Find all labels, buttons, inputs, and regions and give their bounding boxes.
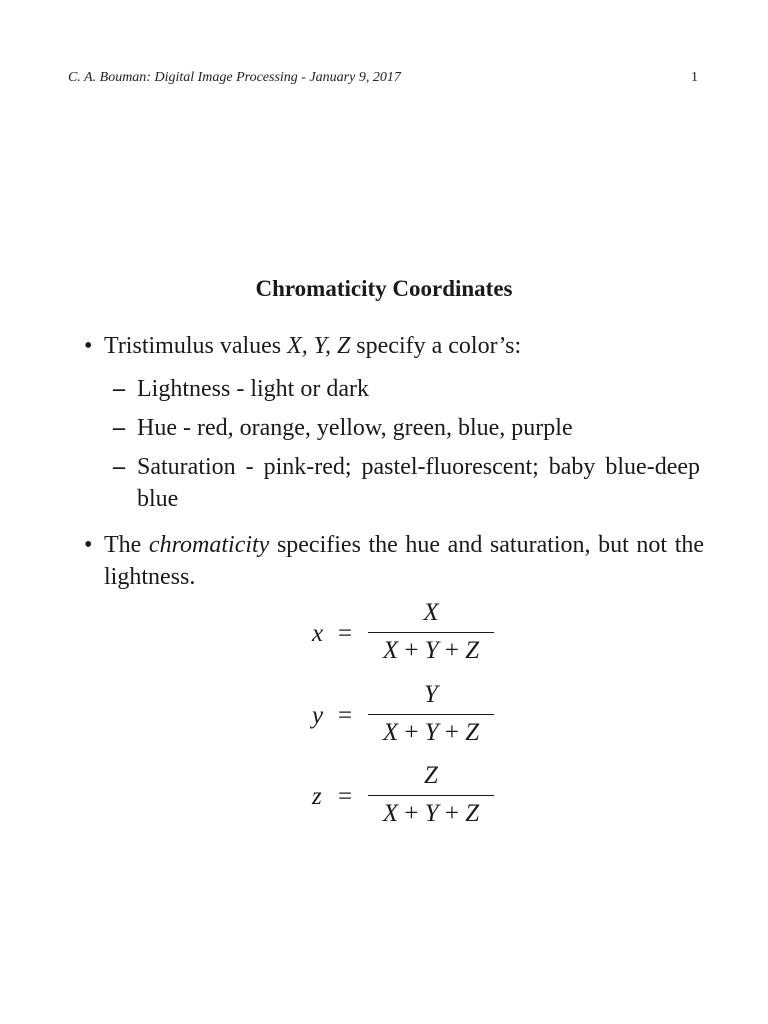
numerator: Y <box>424 681 438 708</box>
bullet2-text-post: specifies the hue and saturation, but not the lightness. <box>104 532 705 590</box>
fraction <box>368 678 494 751</box>
bullet1-text-post: specify a color’s: <box>350 333 522 359</box>
numerator: X <box>423 599 439 626</box>
eq-lhs: z <box>312 783 322 810</box>
equation-x <box>300 596 520 676</box>
bullet1-text-pre: Tristimulus values <box>104 333 288 359</box>
dash-icon: – <box>113 376 125 402</box>
subitem-lightness <box>113 373 700 405</box>
bullet-icon: • <box>84 532 93 558</box>
equals-sign: = <box>338 702 353 729</box>
eq-lhs: y <box>312 702 324 729</box>
subitem-saturation <box>113 451 700 515</box>
equals-sign: = <box>338 620 353 647</box>
denominator: X + Y + Z <box>382 800 480 827</box>
bullet1-math: X, Y, Z <box>287 333 351 359</box>
bullet2-text-pre: The <box>104 532 149 558</box>
eq-lhs: x <box>312 620 324 647</box>
bullet2-emphasis: chromaticity <box>148 532 270 558</box>
slide-title: Chromaticity Coordinates <box>255 276 513 301</box>
subitem-text: Hue - red, orange, yellow, green, blue, purple <box>137 415 573 441</box>
bullet-tristimulus <box>84 330 704 362</box>
equation-z <box>300 759 520 839</box>
dash-icon: – <box>113 454 125 480</box>
fraction <box>368 596 494 669</box>
equals-sign: = <box>338 783 353 810</box>
denominator: X + Y + Z <box>382 637 480 664</box>
numerator: Z <box>424 762 438 789</box>
dash-icon: – <box>113 415 125 441</box>
fraction <box>368 759 494 832</box>
subitem-hue <box>113 412 700 444</box>
subitem-text: Lightness - light or dark <box>137 376 369 402</box>
running-header <box>68 70 700 86</box>
bullet-icon: • <box>84 333 93 359</box>
bullet-chromaticity <box>84 529 704 593</box>
page-number: 1 <box>691 70 698 85</box>
running-title: C. A. Bouman: Digital Image Processing - January 9, 2017 <box>68 70 401 85</box>
subitem-text: Saturation - pink-red; pastel-fluorescent; baby blue-deep blue <box>137 454 700 512</box>
equation-y <box>300 678 520 758</box>
denominator: X + Y + Z <box>382 719 480 746</box>
